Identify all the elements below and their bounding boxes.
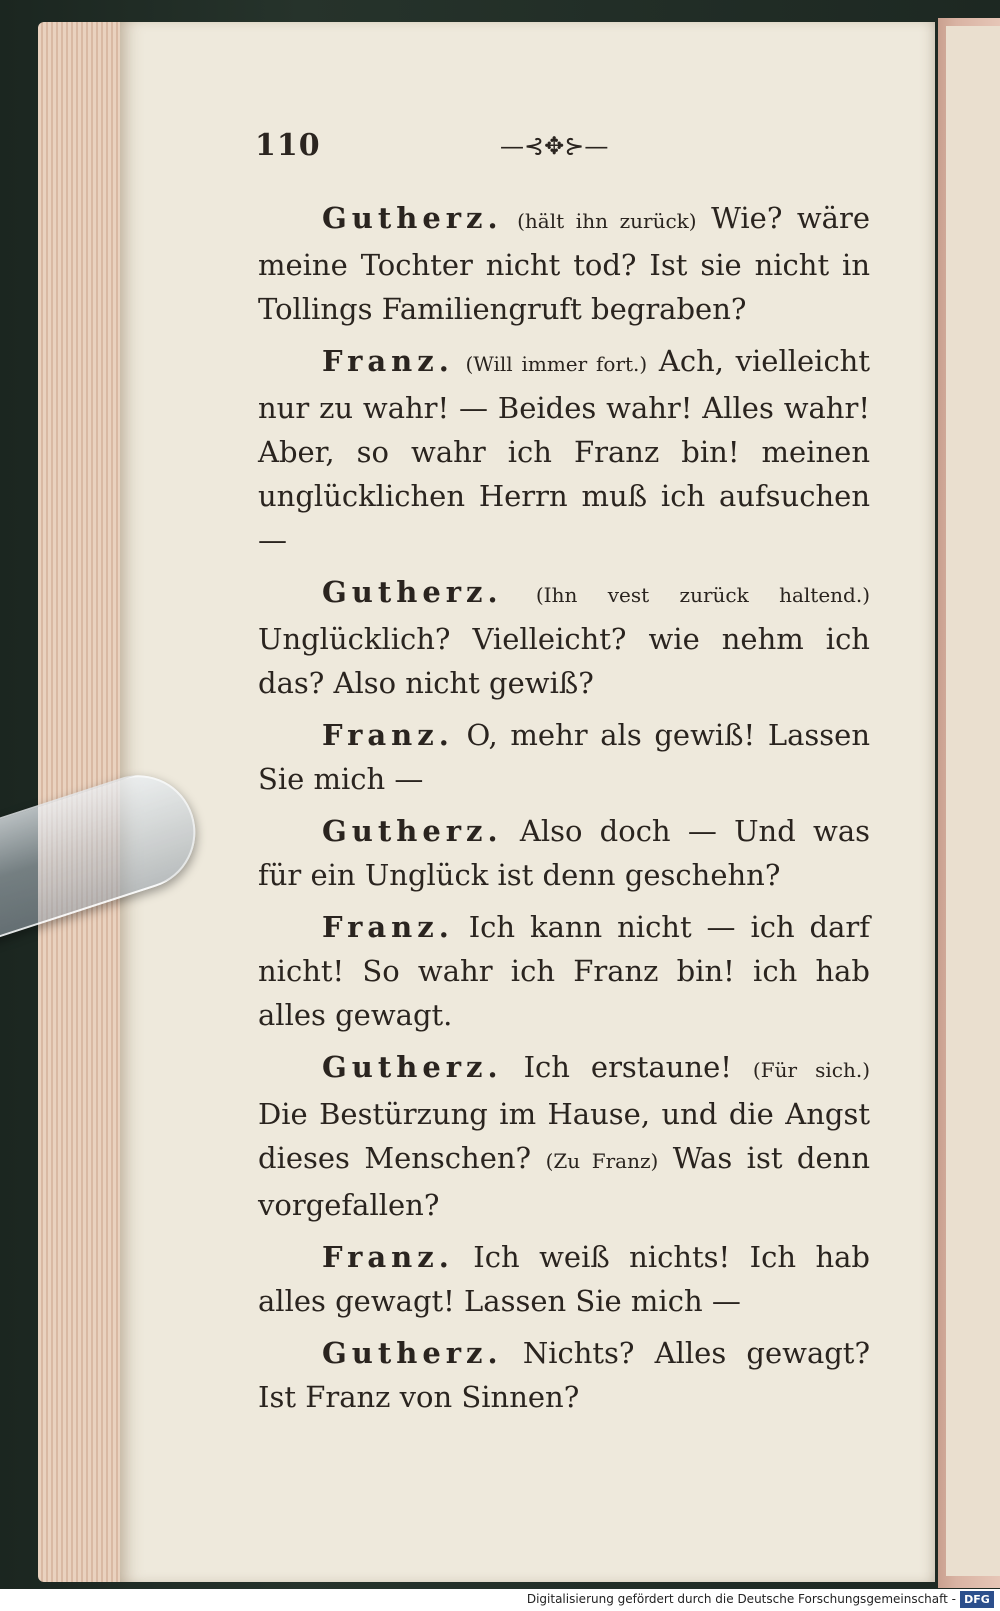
header-ornament: —⊰✥⊱— — [500, 132, 609, 160]
speaker-name: Gutherz. — [322, 575, 503, 609]
stage-direction: (Will immer fort.) — [465, 352, 648, 376]
dialogue-text: Ich kann nicht — ich darf nicht! So wahr ich Franz bin! ich hab alles gewagt. — [258, 910, 870, 1032]
paragraph — [258, 196, 870, 331]
speaker-name: Franz. — [322, 910, 454, 944]
dialogue-text: Ich weiß nichts! Ich hab alles gewagt! Lassen Sie mich — — [258, 1240, 870, 1318]
dialogue-text: Ach, vielleicht nur zu wahr! — Beides wahr! Alles wahr! Aber, so wahr ich Franz bin! meinen unglücklichen Herrn muß ich aufsuchen — — [258, 344, 871, 557]
paragraph — [258, 809, 870, 897]
paragraph — [258, 339, 870, 562]
footer-credit: Digitalisierung gefördert durch die Deutsche Forschungsgemeinschaft - — [526, 1592, 956, 1606]
stage-direction: (Für sich.) — [752, 1058, 871, 1082]
dialogue-text: Wie? wäre meine Tochter nicht tod? Ist sie nicht in Tollings Familiengruft begraben? — [258, 201, 870, 326]
stage-direction: (hält ihn zurück) — [517, 209, 697, 233]
paragraph — [258, 1235, 870, 1323]
dialogue-text: Nichts? Alles gewagt? Ist Franz von Sinnen? — [258, 1336, 871, 1414]
speaker-name: Gutherz. — [322, 1336, 503, 1370]
paragraph — [258, 1045, 870, 1227]
dialogue-text: O, mehr als gewiß! Lassen Sie mich — — [258, 718, 870, 796]
speaker-name: Gutherz. — [322, 1050, 503, 1084]
speaker-name: Gutherz. — [322, 201, 503, 235]
speaker-name: Franz. — [322, 344, 454, 378]
paragraph — [258, 570, 870, 705]
stage-direction: (Ihn vest zurück haltend.) — [535, 583, 871, 607]
paragraph — [258, 713, 870, 801]
dialogue-text: Was ist denn vorgefallen? — [258, 1141, 871, 1222]
dialogue-text: Die Bestürzung im Hause, und die Angst dieses Menschen? — [258, 1097, 870, 1175]
dfg-logo-icon: DFG — [960, 1591, 994, 1608]
footer-bar — [0, 1589, 1000, 1611]
speaker-name: Franz. — [322, 718, 454, 752]
text-block — [258, 196, 870, 1427]
paragraph — [258, 1331, 870, 1419]
page-number: 110 — [255, 128, 321, 163]
dialogue-text: Unglücklich? Vielleicht? wie nehm ich das? Also nicht gewiß? — [258, 622, 870, 700]
dialogue-text: Also doch — Und was für ein Unglück ist denn geschehn? — [258, 814, 871, 892]
stage-direction: (Zu Franz) — [545, 1149, 659, 1173]
page-header — [255, 128, 655, 168]
speaker-name: Franz. — [322, 1240, 454, 1274]
paragraph — [258, 905, 870, 1037]
right-leaf-page — [946, 26, 1000, 1576]
speaker-name: Gutherz. — [322, 814, 503, 848]
dialogue-text: Ich erstaune! — [523, 1050, 732, 1084]
